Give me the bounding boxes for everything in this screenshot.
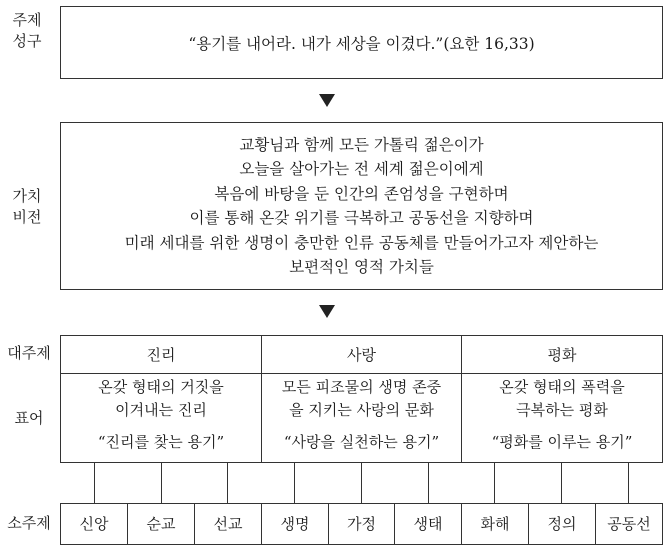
- value-line: 미래 세대를 위한 생명이 충만한 인류 공동체를 만들어가고자 제안하는: [124, 233, 599, 252]
- value-label: [2, 186, 52, 228]
- connector-line: [227, 463, 228, 503]
- value-line: 이를 통해 온갖 위기를 극복하고 공동선을 지향하며: [189, 209, 534, 228]
- theme-label-line: 성구: [12, 32, 42, 50]
- connector-line: [361, 463, 362, 503]
- value-line: 오늘을 살아가는 전 세계 젊은이에게: [239, 160, 484, 179]
- sub-theme-label: 소주제: [7, 514, 51, 532]
- connector-line: [561, 463, 562, 503]
- theme-box: [60, 6, 663, 79]
- connector-line: [628, 463, 629, 503]
- sub-theme-ecology: 생태: [413, 515, 443, 533]
- sub-theme-martyrdom: 순교: [146, 515, 176, 533]
- desc-love: [262, 376, 461, 422]
- value-box: [60, 122, 663, 290]
- sub-theme-reconciliation: 화해: [480, 515, 510, 533]
- main-theme-love: 사랑: [347, 345, 376, 364]
- desc-line: 극복하는 평화: [516, 401, 608, 419]
- value-label-line: 비전: [12, 208, 42, 226]
- connector-line: [428, 463, 429, 503]
- table-divider: [61, 373, 662, 374]
- value-line: 보편적인 영적 가치들: [289, 258, 434, 277]
- main-theme-peace: 평화: [547, 345, 577, 364]
- motto-truth: “진리를 찾는 용기”: [97, 433, 225, 451]
- main-theme-label: 대주제: [7, 344, 51, 362]
- connector-line: [294, 463, 295, 503]
- value-line: 교황님과 함께 모든 가톨릭 젊은이가: [239, 136, 484, 154]
- motto-love: “사랑을 실천하는 용기”: [283, 433, 440, 451]
- desc-line: 모든 피조물의 생명 존중: [281, 378, 442, 396]
- desc-line: 이겨내는 진리: [115, 401, 207, 419]
- value-label-line: 가치: [12, 187, 42, 205]
- value-line: 복음에 바탕을 둔 인간의 존엄성을 구현하며: [214, 184, 509, 203]
- main-theme-truth: 진리: [146, 345, 176, 364]
- sub-theme-faith: 신앙: [79, 515, 109, 533]
- theme-label: [2, 10, 52, 52]
- desc-line: 을 지키는 사랑의 문화: [289, 401, 434, 419]
- theme-label-line: 주제: [12, 11, 42, 29]
- connector-line: [94, 463, 95, 503]
- theme-text: “용기를 내어라. 내가 세상을 이겼다.”(요한 16,33): [188, 34, 535, 53]
- sub-theme-common-good: 공동선: [607, 515, 651, 533]
- desc-line: 온갖 형태의 거짓을: [98, 378, 224, 396]
- sub-theme-life: 생명: [280, 515, 310, 533]
- arrow-down-icon: [319, 94, 335, 107]
- desc-truth: [61, 376, 261, 422]
- value-text: [61, 133, 662, 279]
- desc-line: 온갖 형태의 폭력을: [499, 378, 625, 396]
- sub-theme-mission: 선교: [213, 515, 243, 533]
- sub-theme-justice: 정의: [547, 515, 577, 533]
- sub-theme-family: 가정: [347, 515, 376, 533]
- connector-line: [161, 463, 162, 503]
- connector-line: [494, 463, 495, 503]
- arrow-down-icon: [319, 305, 335, 318]
- desc-peace: [462, 376, 662, 422]
- motto-peace: “평화를 이루는 용기”: [491, 433, 633, 451]
- motto-label: 표어: [14, 409, 44, 427]
